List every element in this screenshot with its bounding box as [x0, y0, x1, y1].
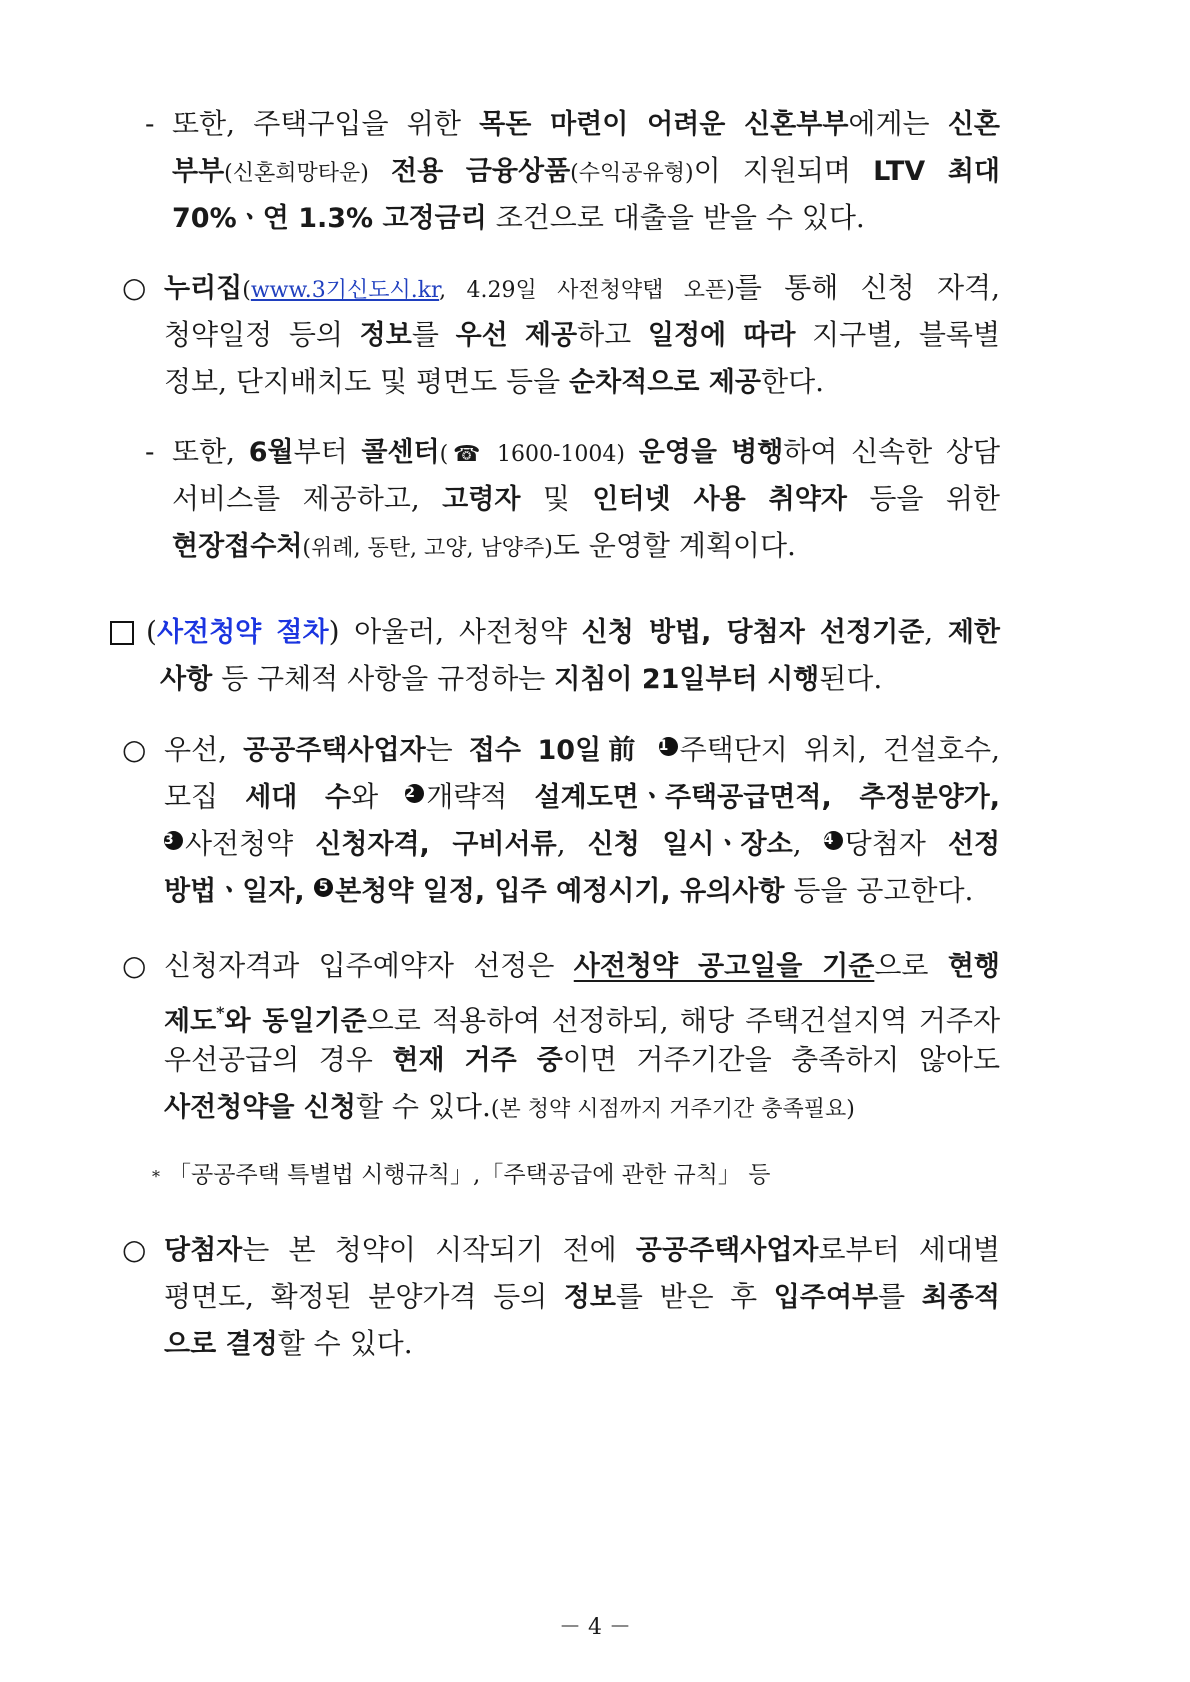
circle-marker: ○: [122, 733, 147, 766]
line: 신청자격과 입주예약자 선정은 사전청약 공고일을 기준으로 현행: [164, 949, 1000, 982]
line: * 「공공주택 특별법 시행규칙」,「주택공급에 관한 규칙」 등: [152, 1162, 771, 1188]
winner-decision-item: [122, 1226, 1000, 1367]
website-info-item: [122, 264, 1000, 405]
number-badge: 4: [824, 831, 843, 850]
call-center-item: [145, 428, 1000, 569]
circle-marker: ○: [122, 271, 147, 304]
line: 평면도, 확정된 분양가격 등의 정보를 받은 후 입주여부를 최종적: [164, 1280, 1000, 1313]
number-badge: 3: [164, 831, 183, 850]
line: 또한, 6월부터 콜센터(☎ 1600-1004) 운영을 병행하여 신속한 상담: [172, 435, 1001, 468]
line: 사항 등 구체적 사항을 규정하는 지침이 21일부터 시행된다.: [160, 662, 883, 695]
page-number: － 4 －: [559, 1615, 631, 1640]
line: (사전청약 절차) 아울러, 사전청약 신청 방법, 당첨자 선정기준, 제한: [146, 615, 1000, 648]
procedure-heading-item: [110, 608, 1000, 702]
number-badge: 2: [405, 784, 424, 803]
footnote-star: *: [152, 1167, 160, 1186]
line: 청약일정 등의 정보를 우선 제공하고 일정에 따라 지구별, 블록별: [164, 318, 1001, 351]
section-title: 사전청약 절차: [156, 617, 329, 648]
line: 당첨자는 본 청약이 시작되기 전에 공공주택사업자로부터 세대별: [164, 1233, 1000, 1266]
line: 누리집(www.3기신도시.kr, 4.29일 사전청약탭 오픈)를 통해 신청 자격,: [164, 271, 1000, 304]
circle-marker: ○: [122, 949, 147, 982]
line: 으로 결정할 수 있다.: [164, 1327, 413, 1360]
line: 사전청약을 신청할 수 있다.(본 청약 시점까지 거주기간 충족필요): [164, 1090, 855, 1123]
line: 방법ㆍ일자, 5 본청약 일정, 입주 예정시기, 유의사항 등을 공고한다.: [164, 874, 974, 907]
footnote-star: *: [216, 1003, 225, 1022]
website-link[interactable]: www.3기신도시.kr: [250, 278, 440, 303]
line: 제도*와 동일기준으로 적용하여 선정하되, 해당 주택건설지역 거주자: [164, 1003, 1000, 1037]
newlywed-loan-item: [145, 100, 1000, 241]
number-badge: 1: [659, 737, 678, 756]
announcement-item: [122, 726, 1000, 914]
dash-marker: -: [145, 107, 155, 140]
line: 우선, 공공주택사업자는 접수 10일前 1 주택단지 위치, 건설호수,: [164, 733, 1000, 766]
dash-marker: -: [145, 435, 155, 468]
footnote: [152, 1152, 1000, 1199]
line: 서비스를 제공하고, 고령자 및 인터넷 사용 취약자 등을 위한: [172, 482, 1000, 515]
square-marker: [110, 610, 134, 657]
line: 부부(신혼희망타운) 전용 금융상품(수익공유형)이 지원되며 LTV 최대: [172, 154, 1000, 187]
line: 또한, 주택구입을 위한 목돈 마련이 어려운 신혼부부에게는 신혼: [172, 107, 1001, 140]
circle-marker: ○: [122, 1233, 147, 1266]
line: 3 사전청약 신청자격, 구비서류, 신청 일시ㆍ장소, 4 당첨자 선정: [164, 827, 1001, 860]
line: 현장접수처(위례, 동탄, 고양, 남양주)도 운영할 계획이다.: [172, 529, 796, 562]
line: 우선공급의 경우 현재 거주 중이면 거주기간을 충족하지 않아도: [164, 1043, 1000, 1076]
line: 70%ㆍ연 1.3% 고정금리 조건으로 대출을 받을 수 있다.: [172, 201, 865, 234]
eligibility-item: [122, 942, 1000, 1130]
line: 모집 세대 수와 2 개략적 설계도면ㆍ주택공급면적, 추정분양가,: [164, 780, 1000, 813]
line: 정보, 단지배치도 및 평면도 등을 순차적으로 제공한다.: [164, 365, 825, 398]
number-badge: 5: [314, 878, 333, 897]
